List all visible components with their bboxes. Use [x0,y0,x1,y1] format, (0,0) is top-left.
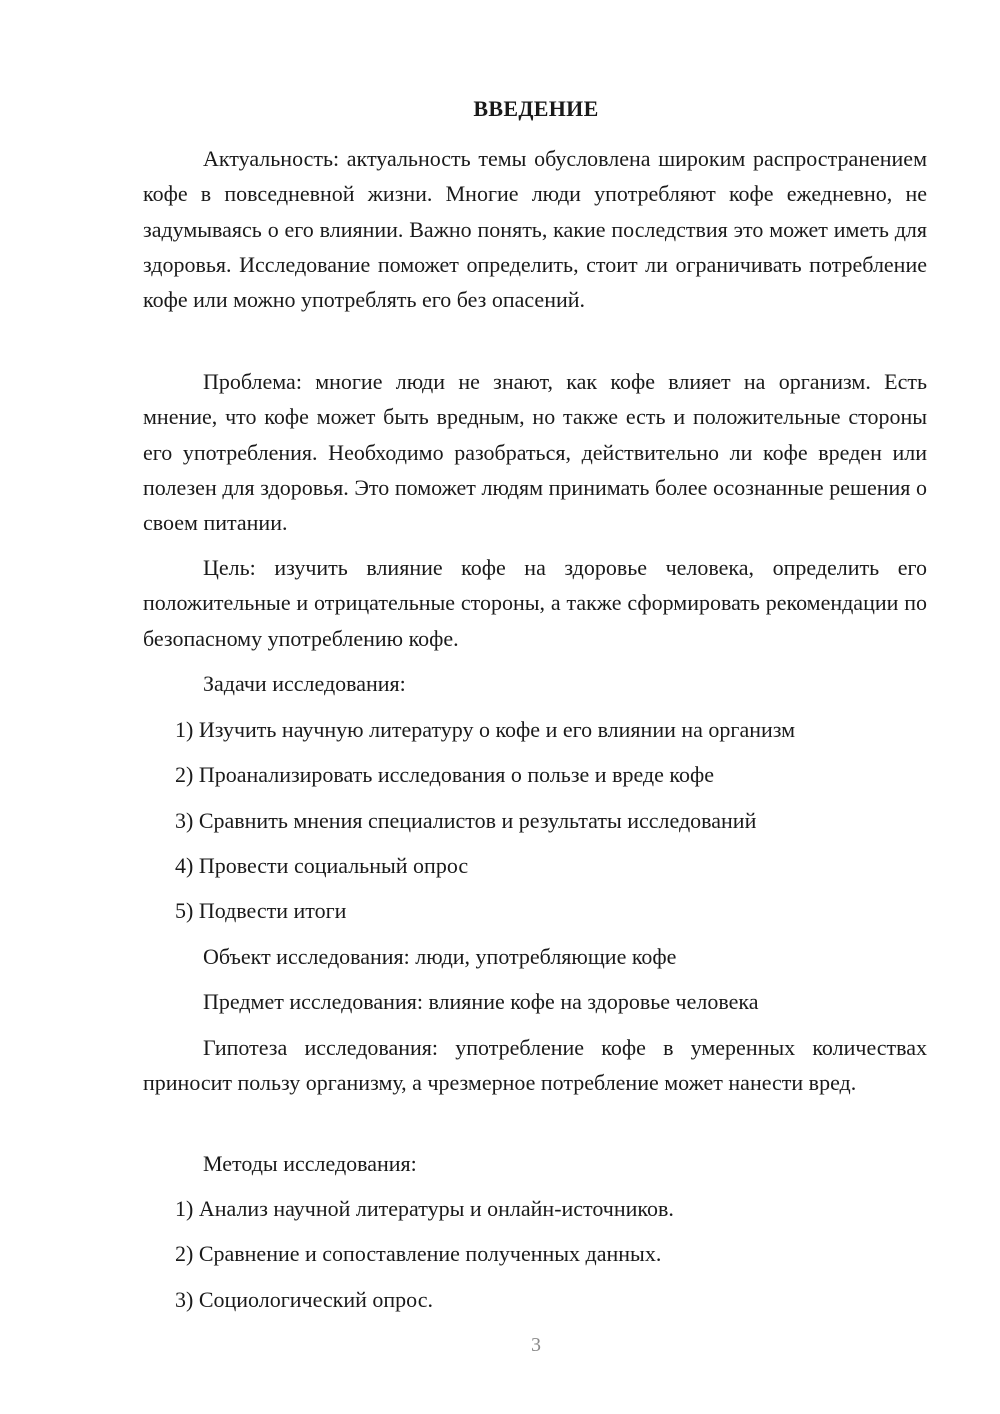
task-item-2: 2) Проанализировать исследования о пользе и вреде кофе [175,762,714,787]
goal-text: Цель: изучить влияние кофе на здоровье человека, определить его положительные и отрицательные стороны, а также сформировать рекомендации по безопасному употреблению кофе. [143,555,927,651]
task-item-3: 3) Сравнить мнения специалистов и результаты исследований [175,808,757,833]
subject-line: Предмет исследования: влияние кофе на здоровье человека [203,989,759,1014]
relevance-text: Актуальность: актуальность темы обусловлена широким распространением кофе в повседневной жизни. Многие люди употребляют кофе ежедневно, не задумываясь о его влиянии. Важно понять, какие последствия это может иметь для здоровья. Исследование поможет определить, стоит ли ограничивать потребление кофе или можно употреблять его без опасений. [143,146,927,313]
relevance-paragraph [143,141,927,317]
goal-paragraph [143,550,927,656]
methods-label: Методы исследования: [203,1151,417,1176]
section-heading: ВВЕДЕНИЕ [473,96,599,121]
tasks-label: Задачи исследования: [203,671,406,696]
problem-paragraph [143,364,927,540]
task-item-1: 1) Изучить научную литературу о кофе и его влиянии на организм [175,717,796,742]
method-item-1: 1) Анализ научной литературы и онлайн-источников. [175,1196,674,1221]
method-item-2: 2) Сравнение и сопоставление полученных данных. [175,1241,662,1266]
problem-text: Проблема: многие люди не знают, как кофе влияет на организм. Есть мнение, что кофе может быть вредным, но также есть и положительные стороны его употребления. Необходимо разобраться, действительно ли кофе вреден или полезен для здоровья. Это поможет людям принимать более осознанные решения о своем питании. [143,369,927,536]
hypothesis-text: Гипотеза исследования: употребление кофе в умеренных количествах приносит пользу организму, а чрезмерное потребление может нанести вред. [143,1035,927,1096]
method-item-3: 3) Социологический опрос. [175,1287,433,1312]
page-number: 3 [531,1334,541,1356]
task-item-5: 5) Подвести итоги [175,898,347,923]
task-item-4: 4) Провести социальный опрос [175,853,469,878]
object-line: Объект исследования: люди, употребляющие кофе [203,944,677,969]
hypothesis-paragraph [143,1030,927,1101]
